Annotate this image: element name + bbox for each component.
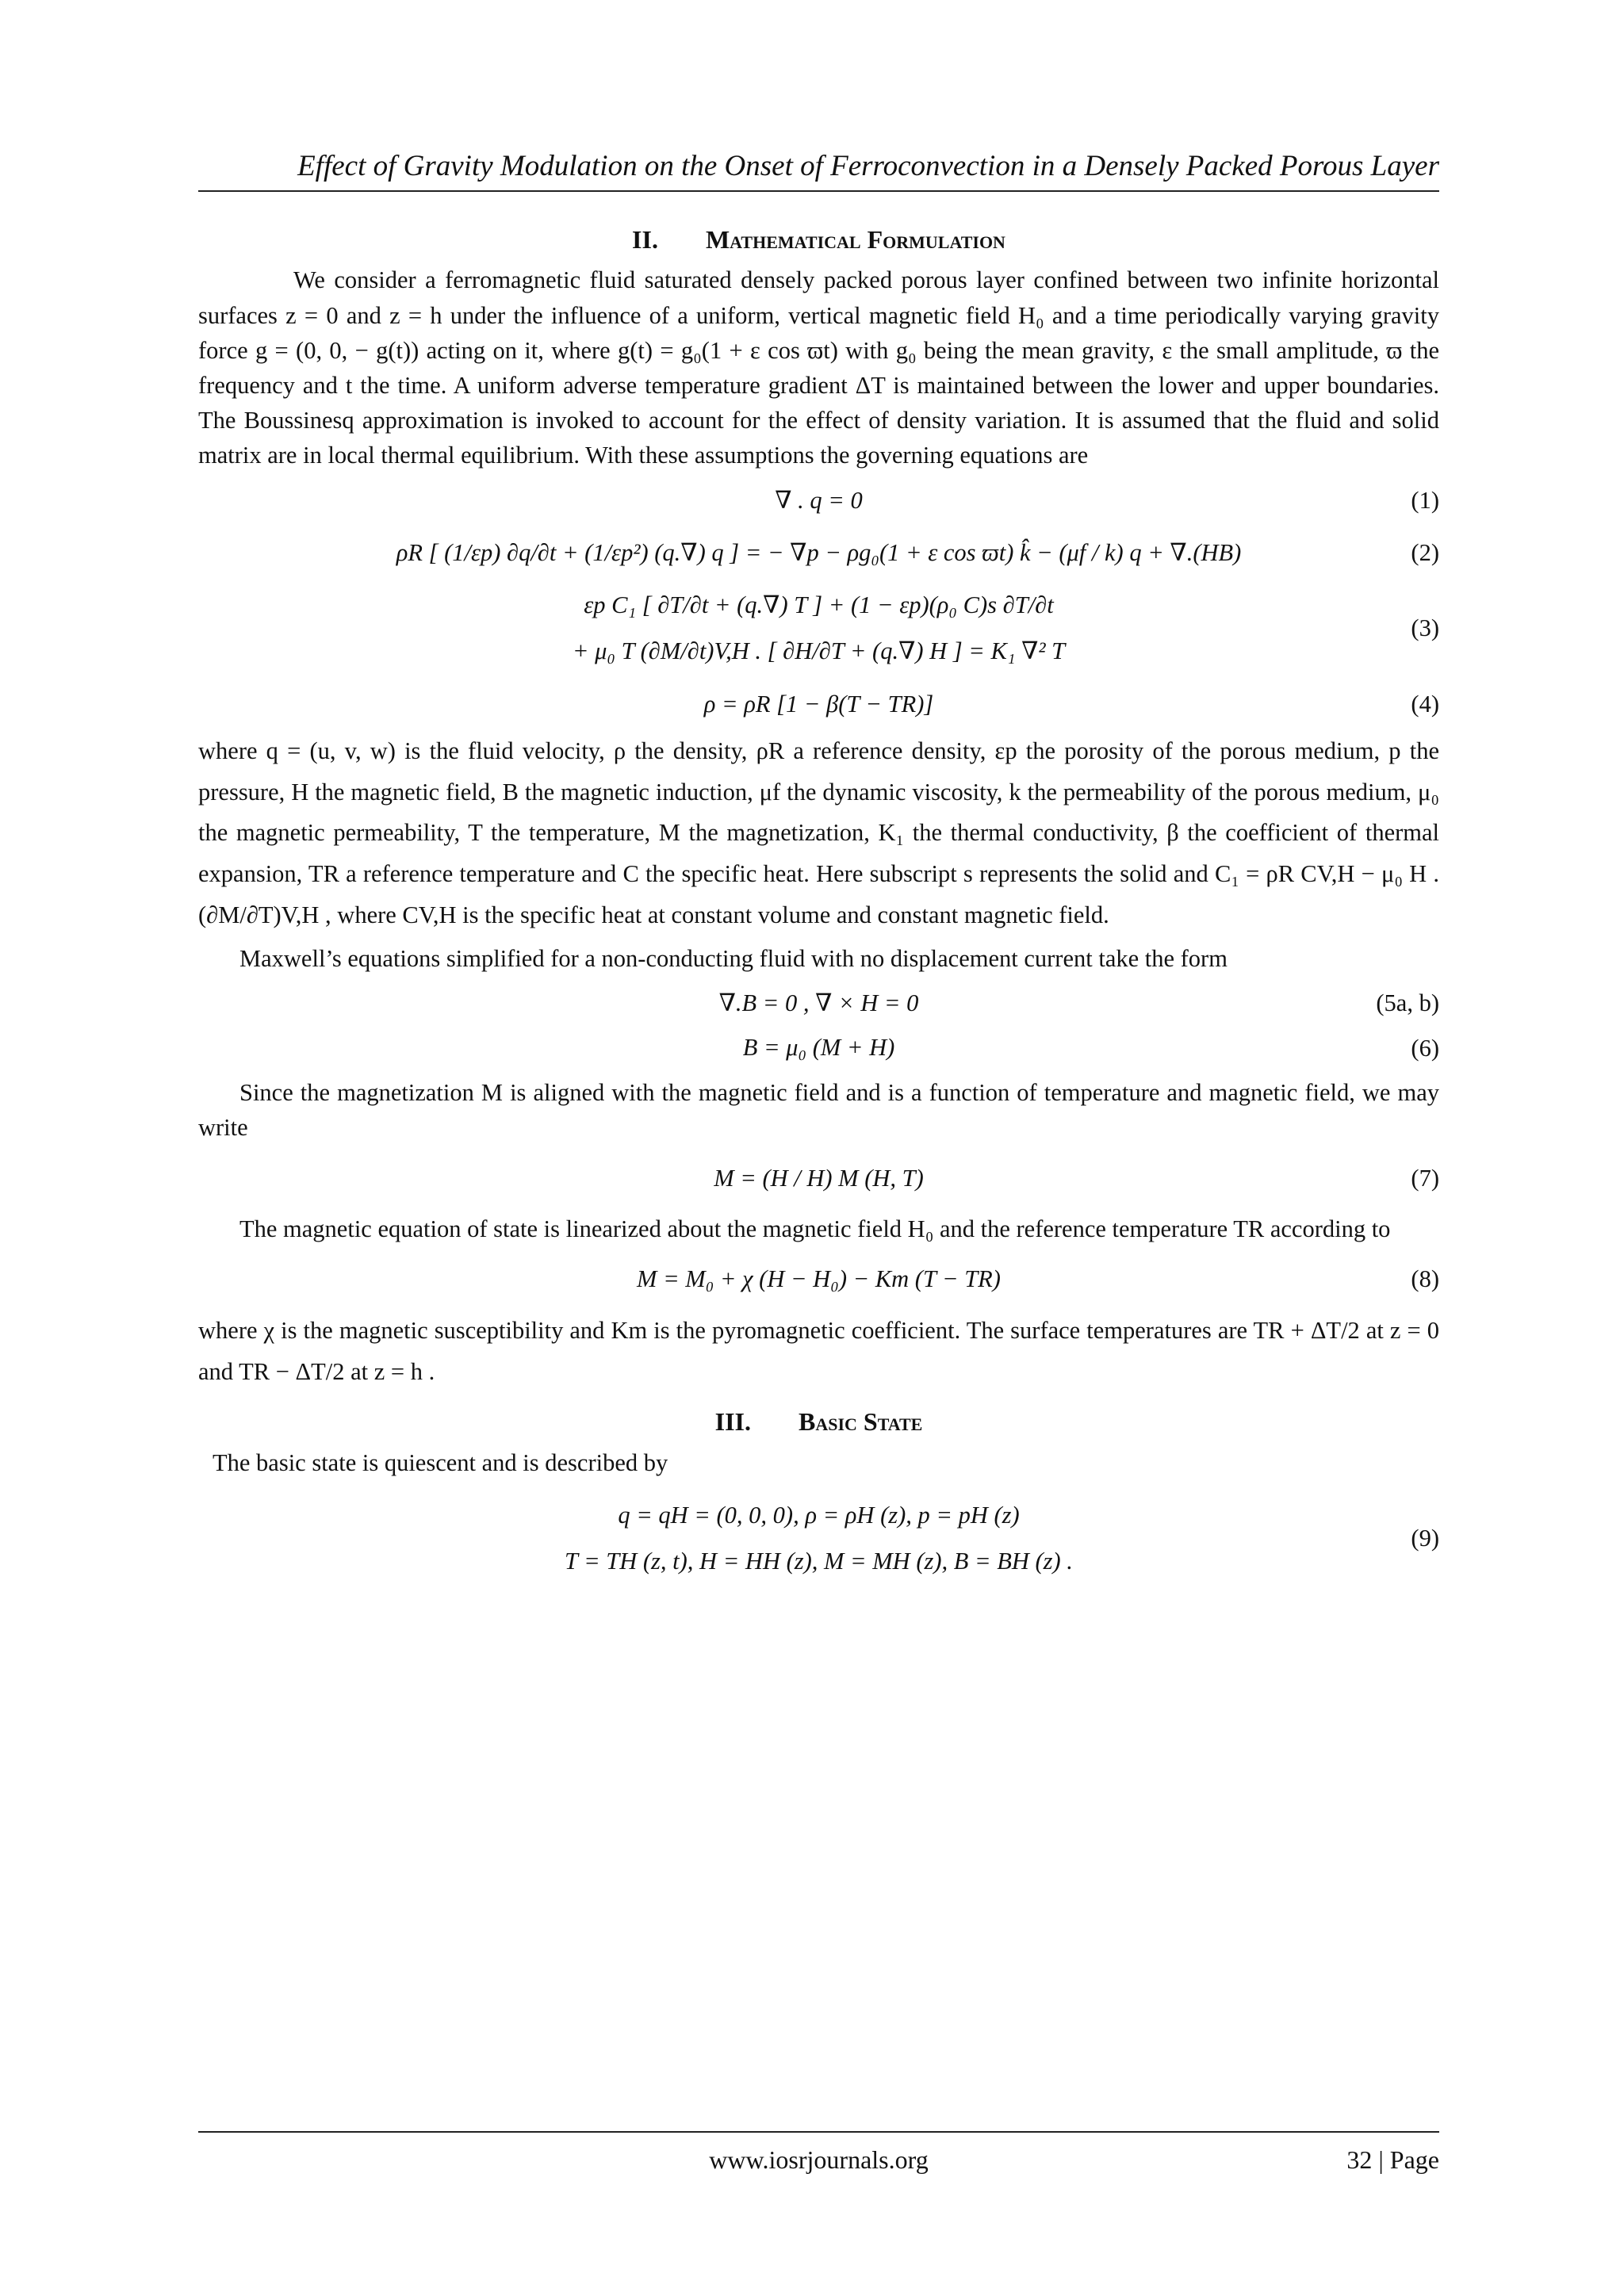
paragraph-surface-temperatures: where χ is the magnetic susceptibility and Km is the pyromagnetic coefficient. The surface temperatures are TR + ΔT/2 at z = 0 and TR − ΔT/2 at z = h . (198, 1316, 1439, 1385)
paragraph-setup: We consider a ferromagnetic fluid saturated densely packed porous layer confined between two infinite horizontal surfaces z = 0 and z = h under the influence of a uniform, vertical magnetic field H₀ and a time periodically varying gravity force g = (0, 0, − g(t)) acting on it, where g(t) = g₀(1 + ε cos ϖt) with g₀ being the mean gravity, ε the small amplitude, ϖ the frequency and t the time. A uniform adverse temperature gradient ΔT is maintained between the lower and upper boundaries. The Boussinesq approximation is invoked to account for the effect of density variation. It is assumed that the fluid and solid matrix are in local thermal equilibrium. With these assumptions the governing equations are (198, 266, 1439, 469)
page-body (198, 218, 1439, 1597)
equation-8: M = M₀ + χ (H − H₀) − Km (T − TR) (8) (198, 1261, 1439, 1296)
equation-1: ∇ . q = 0 (1) (198, 483, 1439, 518)
equation-number: (2) (1411, 538, 1439, 566)
equation-number: (8) (1411, 1265, 1439, 1292)
paragraph-nomenclature: where q = (u, v, w) is the fluid velocity, ρ the density, ρR a reference density, εp the porosity of the porous medium, p the pressure, H the magnetic field, B the magnetic induction, μf the dynamic viscosity, k the permeability of the porous medium, μ₀ the magnetic permeability, T the temperature, M the magnetization, K₁ the thermal conductivity, β the coefficient of thermal expansion, TR a reference temperature and C the specific heat. Here subscript s represents the solid and C₁ = ρR CV,H − μ₀ H . (∂M/∂T)V,H , where CV,H is the specific heat at constant volume and constant magnetic field. (198, 737, 1439, 929)
equation-number: (1) (1411, 486, 1439, 514)
paragraph-state-equation: The magnetic equation of state is linearized about the magnetic field H₀ and the reference temperature TR according to (239, 1215, 1391, 1243)
equation-number: (3) (1411, 614, 1439, 642)
equation-2: ρR [ (1/εp) ∂q/∂t + (1/εp²) (q.∇) q ] = − ∇p − ρg₀(1 + ε cos ϖt) k̂ − (μf / k) q + ∇.(HB) (2) (198, 535, 1439, 570)
equation-5: ∇.B = 0 , ∇ × H = 0 (5a, b) (198, 985, 1439, 1020)
journal-site: www.iosrjournals.org (709, 2145, 929, 2174)
header-rule (198, 190, 1439, 192)
footer-rule (198, 2131, 1439, 2133)
equation-3: εp C₁ [ ∂T/∂t + (q.∇) T ] + (1 − εp)(ρ₀ C)s ∂T/∂t + μ₀ T (∂M/∂t)V,H . [ ∂H/∂T + (q.∇) H ] = K₁ ∇² T (3) (572, 591, 1439, 665)
paragraph-maxwell: Maxwell’s equations simplified for a non-conducting fluid with no displacement current take the form (239, 945, 1228, 973)
equation-number: (9) (1411, 1525, 1439, 1552)
paragraph-magnetization: Since the magnetization M is aligned with the magnetic field and is a function of temperature and magnetic field, we may write (198, 1078, 1439, 1141)
equation-number: (5a, b) (1376, 989, 1439, 1017)
equation-number: (6) (1411, 1034, 1439, 1062)
equation-6: B = μ₀ (M + H) (6) (198, 1030, 1439, 1065)
equation-number: (7) (1411, 1165, 1439, 1192)
running-header: Effect of Gravity Modulation on the Onset of Ferroconvection in a Densely Packed Porous Layer (297, 150, 1439, 182)
paragraph-basic-state: The basic state is quiescent and is described by (213, 1448, 668, 1476)
section-heading-mathematical-formulation: II. Mathematical Formulation (632, 225, 1005, 254)
equation-9: q = qH = (0, 0, 0), ρ = ρH (z), p = pH (z) T = TH (z, t), H = HH (z), M = MH (z), B = BH (z) . (9) (565, 1502, 1439, 1575)
equation-number: (4) (1411, 690, 1439, 718)
equation-4: ρ = ρR [1 − β(T − TR)] (4) (198, 687, 1439, 721)
equation-7: M = (H / H) M (H, T) (7) (198, 1161, 1439, 1196)
page-number: 32 | Page (1346, 2145, 1439, 2174)
section-heading-basic-state: III. Basic State (714, 1407, 923, 1437)
